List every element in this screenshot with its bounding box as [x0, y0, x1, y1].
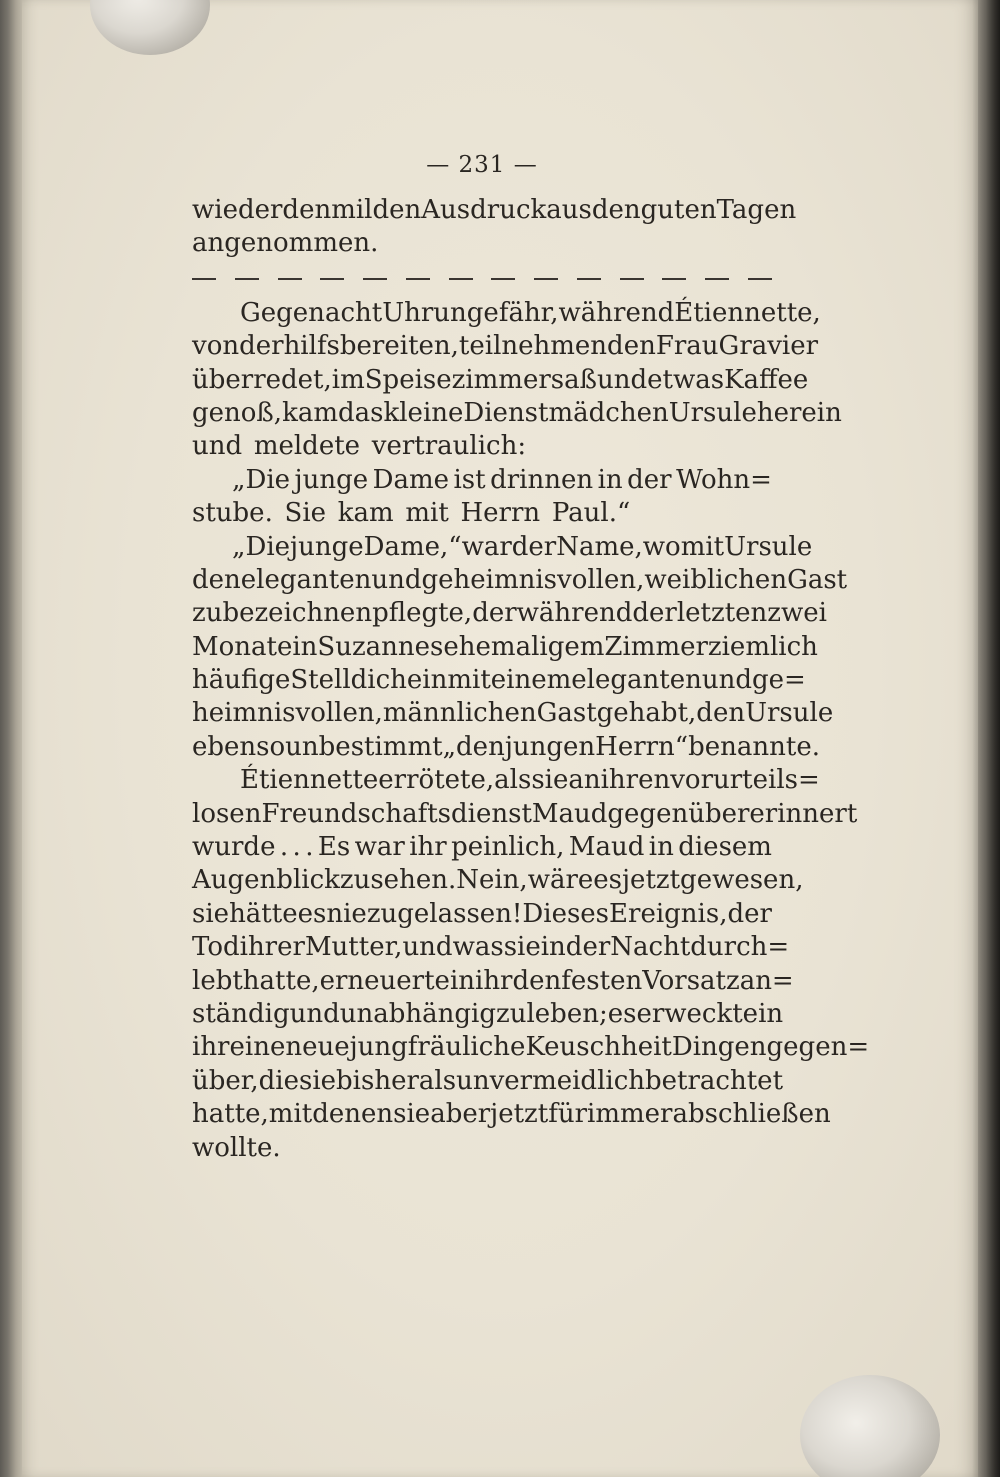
- word: Frau: [655, 331, 719, 362]
- divider-dash: [491, 278, 515, 280]
- text-line: [192, 731, 820, 764]
- word: einem: [490, 665, 572, 696]
- word: .: [279, 832, 289, 863]
- word: Herrn“: [595, 731, 689, 762]
- word: sie: [393, 1099, 431, 1130]
- word: Ausdruck: [421, 195, 547, 225]
- word: Monate: [192, 631, 293, 662]
- word: herein: [756, 397, 842, 428]
- word: der: [472, 598, 517, 629]
- word: in: [292, 631, 318, 662]
- word: nie: [326, 898, 367, 929]
- text-line: [192, 931, 790, 964]
- word: heimnisvollen,: [192, 698, 383, 729]
- word: der: [565, 932, 611, 963]
- word: „den: [442, 731, 505, 762]
- word: Stelldichein: [290, 665, 448, 696]
- word: womit: [642, 531, 725, 562]
- word: Freundschaftsdienst: [261, 798, 532, 829]
- word: an=: [739, 965, 794, 996]
- word: mit: [405, 498, 449, 529]
- word: häufige: [192, 665, 291, 696]
- word: und: [597, 364, 648, 395]
- word: und: [371, 564, 422, 595]
- word: festen: [561, 965, 643, 996]
- text-line: [192, 764, 820, 797]
- word: Tod: [192, 932, 240, 963]
- word: und: [701, 665, 752, 696]
- text-line: [192, 697, 834, 730]
- word: mit: [447, 665, 491, 696]
- word: Maud: [531, 798, 608, 829]
- word: Gast: [536, 698, 597, 729]
- text-line: [192, 664, 806, 697]
- word: es: [607, 998, 637, 1029]
- word: Gegen: [240, 297, 325, 328]
- word: erweckte: [636, 998, 759, 1029]
- word: männlichen: [382, 698, 537, 729]
- word: ebenso: [192, 731, 286, 762]
- word: von: [192, 331, 240, 362]
- word: Ursule: [724, 531, 813, 562]
- word: als: [494, 765, 532, 796]
- book-edge-shadow: [972, 0, 1000, 1477]
- word: Name,: [556, 531, 643, 562]
- word: Dame: [372, 464, 449, 495]
- word: Sie: [284, 498, 327, 529]
- word: Augenblick: [192, 865, 340, 896]
- word: errötete,: [378, 765, 495, 796]
- text-line: [192, 464, 772, 497]
- word: die: [258, 1065, 299, 1096]
- word: Dienstmädchen: [463, 397, 669, 428]
- word: in: [758, 998, 784, 1029]
- word: Herrn: [460, 498, 541, 529]
- word: sehen.: [370, 865, 457, 896]
- word: Wohn=: [676, 464, 772, 495]
- word: mit: [268, 1099, 313, 1130]
- word: Tagen: [716, 195, 797, 225]
- word: der: [727, 898, 772, 929]
- word: der: [627, 464, 672, 495]
- word: über,: [192, 1065, 259, 1096]
- word: eleganten: [571, 665, 702, 696]
- word: sie: [192, 898, 230, 929]
- word: neue: [285, 1032, 350, 1063]
- section-divider: [192, 261, 772, 297]
- page-number: — 231 —: [426, 152, 538, 178]
- text-line: [192, 1132, 772, 1165]
- word: Ursule: [668, 397, 757, 428]
- divider-dash: [449, 278, 473, 280]
- divider-dash: [748, 278, 772, 280]
- paragraph-continuation: [192, 194, 797, 261]
- word: abschließen: [672, 1099, 831, 1130]
- word: eine: [229, 1032, 286, 1063]
- word: hatte,: [192, 1099, 269, 1130]
- word: gewesen,: [680, 865, 804, 896]
- text-line: [192, 831, 772, 864]
- word: weiblichen: [644, 564, 788, 595]
- word: Nein,: [456, 865, 528, 896]
- word: es: [297, 898, 327, 929]
- word: Ursule: [745, 698, 834, 729]
- text-line: [192, 798, 858, 831]
- text-line: [192, 297, 821, 330]
- word: genoß,: [192, 397, 283, 428]
- word: Paul.“: [551, 498, 631, 529]
- text-line: [192, 330, 819, 363]
- word: hatte,: [242, 965, 320, 996]
- word: ehemaligem: [443, 631, 605, 662]
- word: vertraulich:: [371, 431, 527, 462]
- word: meldete: [253, 431, 361, 462]
- word: „Die: [232, 464, 291, 495]
- word: Nacht: [610, 932, 691, 963]
- word: vorurteils=: [670, 765, 820, 796]
- word: gehabt,: [596, 698, 697, 729]
- word: und: [402, 932, 453, 963]
- text-line: [192, 1065, 784, 1098]
- word: Maud: [568, 832, 645, 863]
- word: im: [331, 364, 365, 395]
- word: .: [305, 832, 314, 863]
- word: Ereignis,: [609, 898, 728, 929]
- text-line: [192, 1098, 831, 1131]
- word: unbestimmt: [285, 731, 443, 762]
- text-line: [192, 597, 827, 630]
- word: zugelassen!: [366, 898, 523, 929]
- word: teilnehmenden: [458, 331, 656, 362]
- word: sie: [531, 765, 569, 796]
- word: bisher: [336, 1065, 419, 1096]
- word: ziemlich: [707, 631, 818, 662]
- word: peinlich,: [451, 832, 565, 863]
- word: gegenüber: [607, 798, 750, 829]
- word: wieder: [192, 195, 283, 225]
- word: geheimnisvollen,: [421, 564, 645, 595]
- text-line: [192, 194, 797, 227]
- word: aber: [430, 1099, 491, 1130]
- word: ist: [453, 464, 486, 495]
- word: Mutter,: [304, 932, 403, 963]
- word: Uhr: [382, 297, 434, 328]
- text-line: [192, 564, 848, 597]
- word: Zimmer: [604, 631, 708, 662]
- word: diesem: [678, 832, 772, 863]
- word: was: [452, 932, 504, 963]
- word: in: [449, 965, 475, 996]
- word: jetzt: [490, 1099, 549, 1130]
- word: ihrer: [239, 932, 305, 963]
- word: Keuschheit: [525, 1032, 672, 1063]
- word: und: [289, 998, 340, 1029]
- word: für: [548, 1099, 587, 1130]
- word: Étiennette: [240, 765, 379, 796]
- word: hilfsbereiten,: [283, 331, 459, 362]
- divider-dash: [534, 278, 558, 280]
- word: an: [568, 765, 601, 796]
- word: erinnert: [749, 798, 858, 829]
- word: angenommen.: [192, 228, 379, 259]
- word: der: [239, 331, 284, 362]
- word: unvermeidlich: [456, 1065, 646, 1096]
- word: der: [511, 531, 557, 562]
- word: ihr: [409, 832, 447, 863]
- word: bezeichnen: [222, 598, 373, 629]
- word: erneuerte: [319, 965, 450, 996]
- word: wurde: [192, 832, 276, 863]
- word: den: [282, 195, 332, 225]
- text-line: [192, 998, 784, 1031]
- word: immer: [587, 1099, 673, 1130]
- text-line: [192, 531, 813, 564]
- word: und: [192, 431, 243, 462]
- word: den: [591, 195, 641, 225]
- word: war: [461, 531, 512, 562]
- word: war: [354, 832, 405, 863]
- word: losen: [192, 798, 262, 829]
- word: saß: [550, 364, 597, 395]
- divider-dash: [705, 278, 729, 280]
- word: kam: [337, 498, 394, 529]
- word: jetzt: [622, 865, 681, 896]
- text-block: [192, 150, 870, 1165]
- word: sie: [503, 932, 541, 963]
- divider-dash: [406, 278, 430, 280]
- word: während: [516, 598, 633, 629]
- word: in: [540, 932, 566, 963]
- word: Gravier: [718, 331, 819, 362]
- word: während: [558, 297, 675, 328]
- word: sie: [298, 1065, 337, 1096]
- word: „Die: [232, 531, 291, 562]
- divider-dash: [662, 278, 686, 280]
- word: Speisezimmer: [364, 364, 551, 395]
- word: ungefähr,: [433, 297, 559, 328]
- divider-dash: [192, 278, 216, 280]
- word: ihr: [192, 1032, 230, 1063]
- word: durch=: [690, 932, 790, 963]
- word: es: [593, 865, 622, 896]
- word: Gast: [787, 564, 848, 595]
- word: aus: [546, 195, 592, 225]
- divider-dash: [235, 278, 259, 280]
- word: pflegte,: [372, 598, 473, 629]
- word: drinnen: [490, 464, 594, 495]
- paragraphs: [192, 297, 870, 1165]
- word: ständig: [192, 998, 290, 1029]
- word: letzten: [676, 598, 768, 629]
- word: acht: [324, 297, 383, 328]
- text-line: [192, 227, 772, 260]
- word: ihren: [600, 765, 671, 796]
- word: Dame,“: [363, 531, 462, 562]
- word: ge=: [752, 665, 806, 696]
- word: Étiennette,: [674, 297, 821, 328]
- word: denen: [312, 1099, 394, 1130]
- word: leben;: [526, 998, 608, 1029]
- word: Dingen: [671, 1032, 767, 1063]
- text-line: [192, 397, 842, 430]
- word: Suzannes: [317, 631, 444, 662]
- word: in: [597, 464, 623, 495]
- word: Kaffee: [724, 364, 809, 395]
- word: wäre: [527, 865, 594, 896]
- text-line: [192, 430, 772, 463]
- divider-dash: [320, 278, 344, 280]
- word: ihr: [475, 965, 513, 996]
- word: benannte.: [688, 731, 820, 762]
- word: hätte: [229, 898, 298, 929]
- word: zu: [496, 998, 527, 1029]
- word: zwei: [767, 598, 827, 629]
- word: zu: [339, 865, 371, 896]
- word: .: [292, 832, 301, 863]
- text-line: [192, 898, 772, 931]
- divider-dash: [577, 278, 601, 280]
- word: milden: [331, 195, 422, 225]
- text-line: [192, 1031, 870, 1064]
- word: Es: [317, 832, 351, 863]
- word: eleganten: [240, 564, 372, 595]
- word: Dieses: [522, 898, 610, 929]
- text-line: [192, 864, 804, 897]
- text-line: [192, 497, 772, 530]
- word: den: [192, 564, 241, 595]
- text-line: [192, 631, 818, 664]
- word: etwas: [647, 364, 725, 395]
- word: Vorsatz: [642, 965, 740, 996]
- divider-dash: [363, 278, 387, 280]
- divider-dash: [278, 278, 302, 280]
- word: wollte.: [192, 1132, 281, 1163]
- divider-dash: [620, 278, 644, 280]
- word: überredet,: [192, 364, 332, 395]
- text-line: [192, 364, 809, 397]
- word: junge: [290, 531, 364, 562]
- word: lebt: [192, 965, 243, 996]
- word: junge: [294, 464, 369, 495]
- word: guten: [640, 195, 717, 225]
- word: als: [418, 1065, 457, 1096]
- word: den: [512, 965, 562, 996]
- word: betrachtet: [645, 1065, 784, 1096]
- word: gegen=: [766, 1032, 870, 1063]
- word: der: [632, 598, 677, 629]
- word: stube.: [192, 498, 273, 529]
- word: jungen: [504, 731, 596, 762]
- word: unabhängig: [339, 998, 497, 1029]
- text-line: [192, 965, 794, 998]
- word: den: [696, 698, 746, 729]
- word: zu: [192, 598, 223, 629]
- word: kleine: [383, 397, 464, 428]
- word: in: [648, 832, 674, 863]
- word: das: [337, 397, 384, 428]
- word: kam: [282, 397, 338, 428]
- word: jungfräuliche: [349, 1032, 526, 1063]
